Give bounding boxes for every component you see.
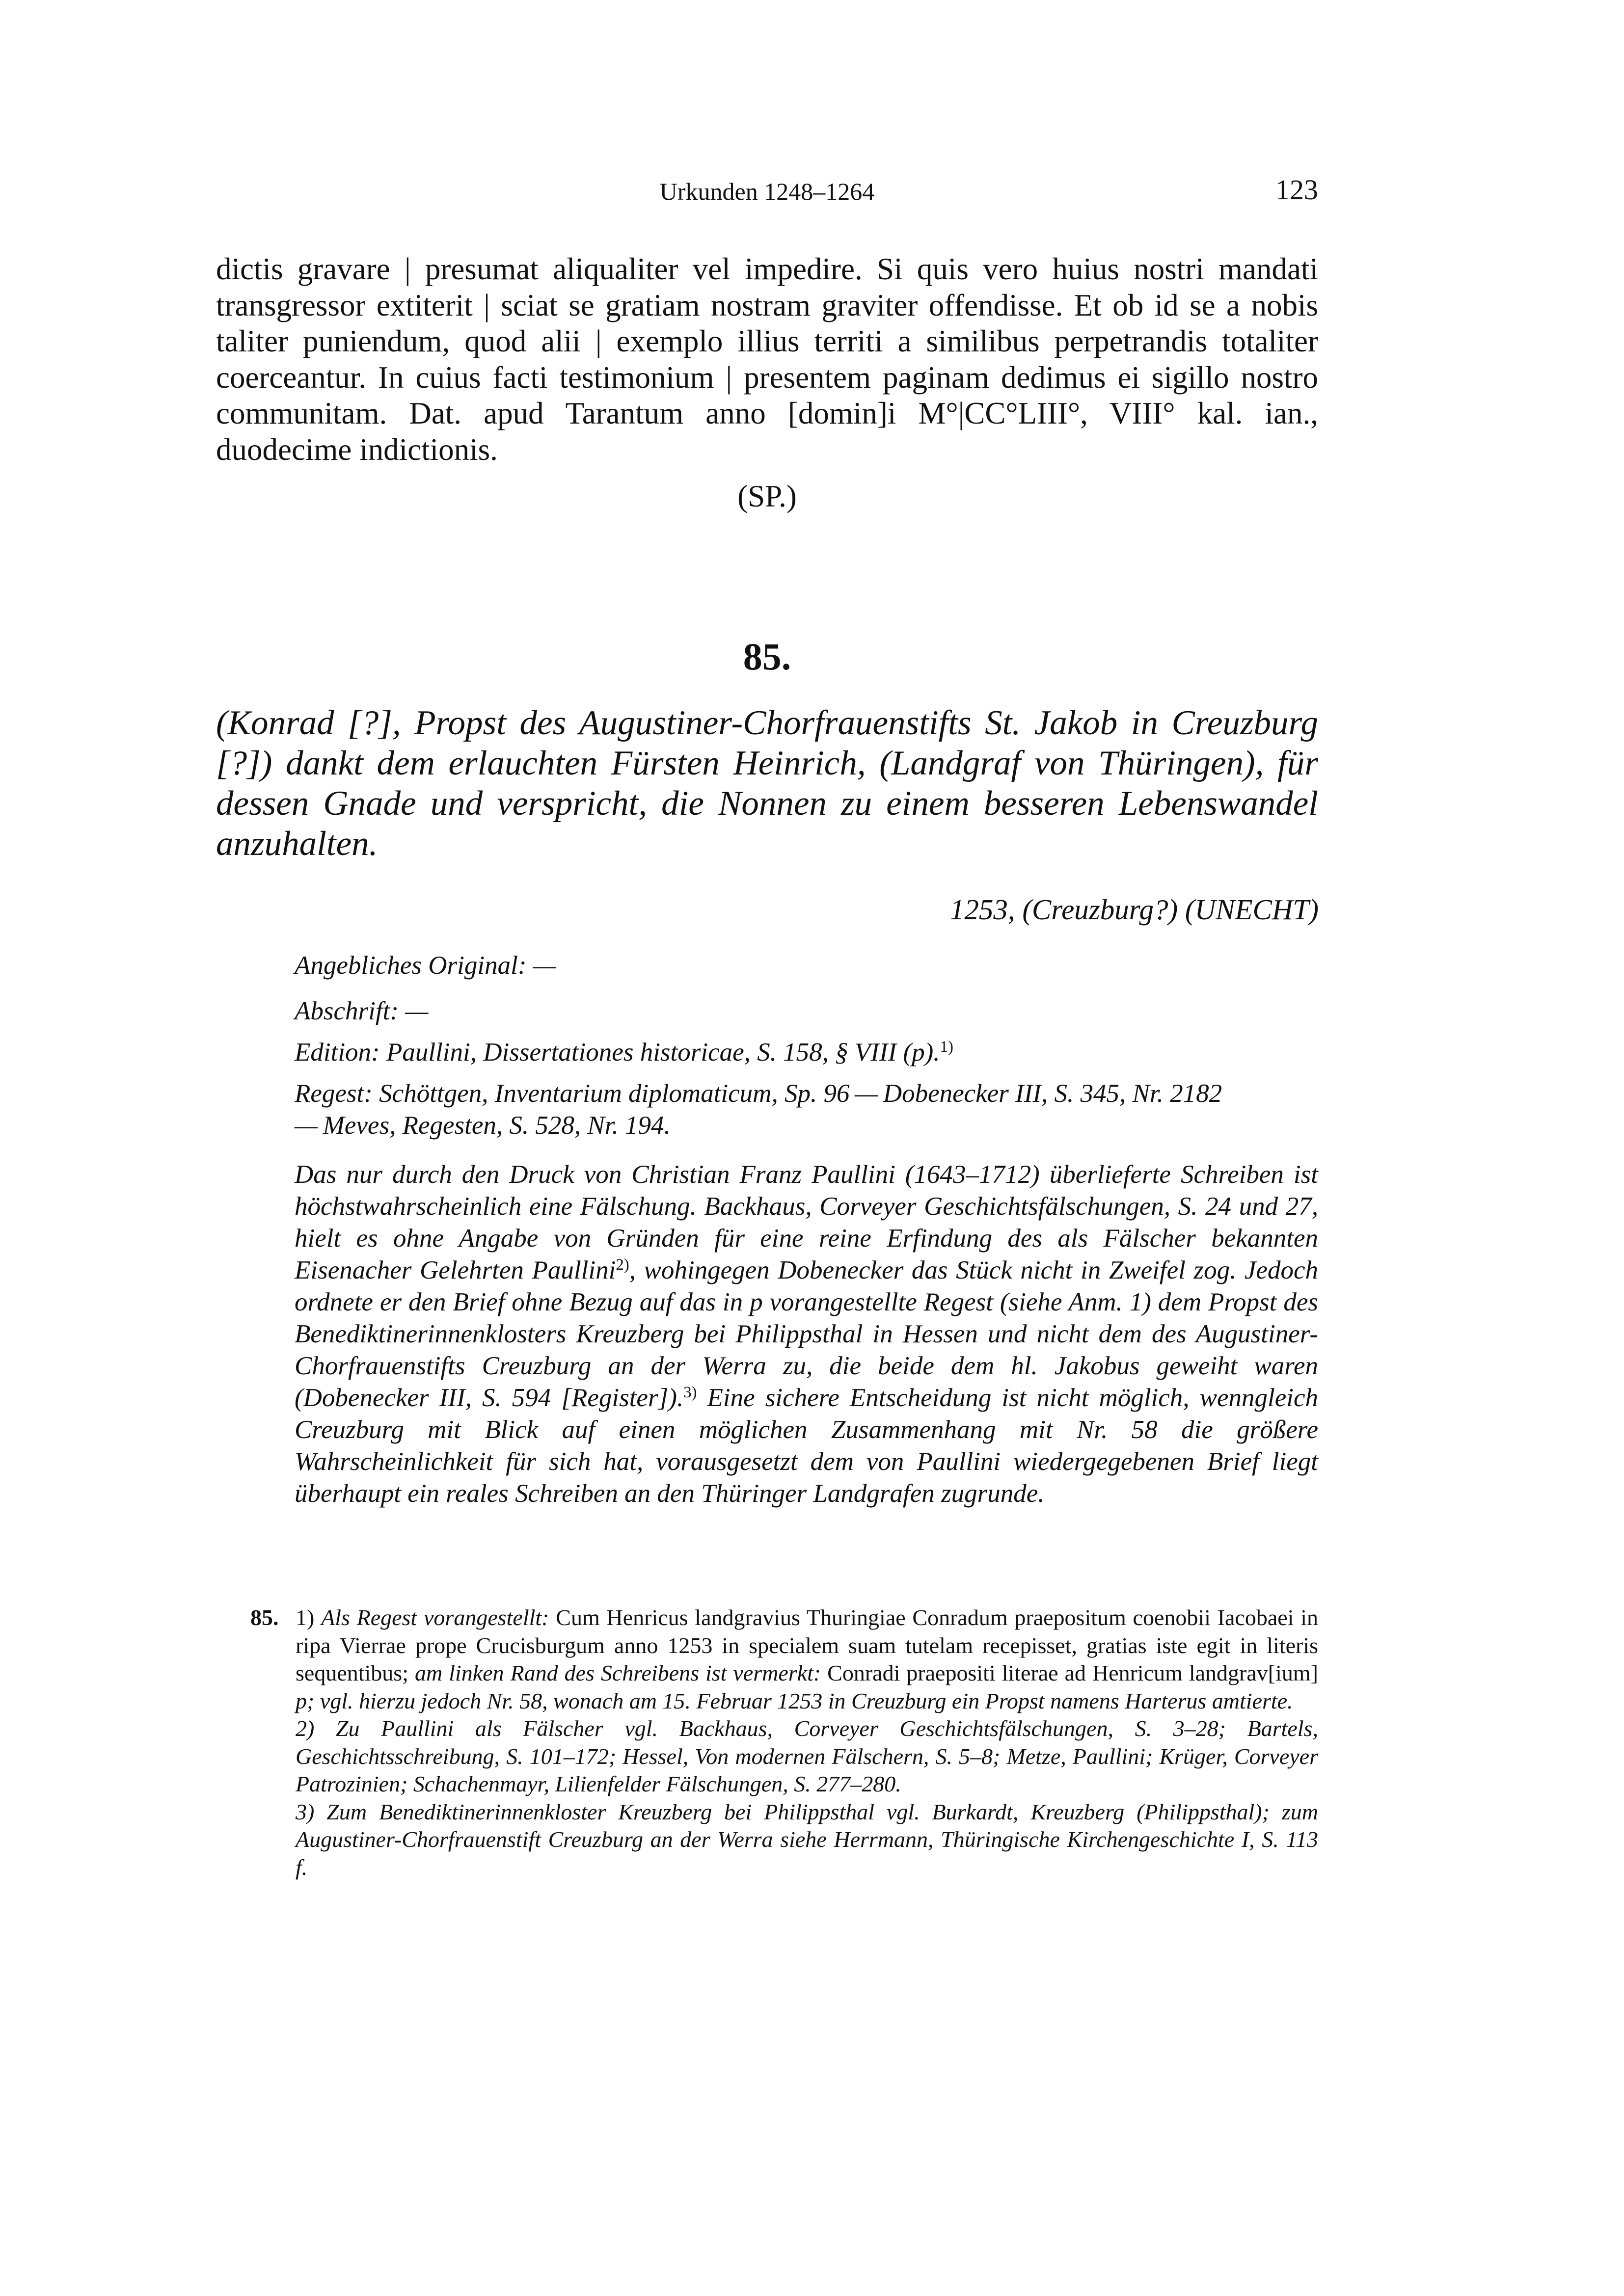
- seal-mark: (SP.): [737, 479, 797, 513]
- footnote-body: [296, 1604, 1318, 1881]
- regest-text-2: — Meves, Regesten, S. 528, Nr. 194.: [295, 1111, 671, 1140]
- date-line: 1253, (Creuzburg?) (UNECHT): [949, 893, 1319, 926]
- running-title: Urkunden 1248–1264: [659, 178, 875, 205]
- footnote-1-marker: 1): [296, 1605, 322, 1630]
- document-number: 85.: [743, 635, 791, 678]
- footnotes: [250, 1604, 1318, 1881]
- copy-line: Abschrift: —: [295, 997, 429, 1025]
- footnote-1-text: Cum Henricus landgravius Thuringiae Conradum praepositum coenobii Iacobaei in ripa Vierrae prope Crucisburgum anno 1253 in specialem suam tutelam recepisset, gratias iste egit in literis sequentibus;: [296, 1605, 1319, 1685]
- footnote-1: [296, 1604, 1318, 1715]
- page-number: 123: [1275, 174, 1318, 206]
- commentary: [295, 1159, 1318, 1510]
- edition-line: [295, 1037, 1318, 1068]
- document-regest-heading: (Konrad [?], Propst des Augustiner-Chorfrauenstifts St. Jakob in Creuzburg [?]) dankt dem erlauchten Fürsten Heinrich, (Landgraf von Thüringen), für dessen Gnade und verspricht, die Nonnen zu einem besseren Lebenswandel anzuhalten.: [216, 704, 1318, 863]
- footnote-2: 2) Zu Paullini als Fälscher vgl. Backhaus, Corveyer Geschichtsfälschungen, S. 3–28; Bartels, Geschichtsschreibung, S. 101–172; Hessel, Von modernen Fälschern, S. 5–8; Metze, Paullini; Krüger, Corveyer Patrozinien; Schachenmayr, Lilienfelder Fälschungen, S. 277–280.: [296, 1716, 1318, 1796]
- footnote-1-margin-label: am linken Rand des Schreibens ist vermerkt:: [414, 1660, 821, 1685]
- footnote-ref-3: 3): [683, 1383, 697, 1401]
- edition-text: Edition: Paullini, Dissertationes historicae, S. 158, § VIII (p).: [295, 1038, 940, 1067]
- commentary-part-3: Eine sichere Entscheidung ist nicht möglich, wenngleich Creuzburg mit Blick auf einen möglichen Zusammenhang mit Nr. 58 die größere Wahrscheinlichkeit für sich hat, vorausgesetzt dem von Paullini wiedergegebenen Brief liegt überhaupt ein reales Schreiben an den Thüringer Landgrafen zugrunde.: [295, 1384, 1318, 1508]
- commentary-part-2: , wohingegen Dobenecker das Stück nicht in Zweifel zog. Jedoch ordnete er den Brief ohne Bezug auf das in p vorangestellte Regest (siehe Anm. 1) dem Propst des Benediktinerinnenklosters Kreuzberg bei Philippsthal in Hessen und nicht dem des Augustiner-Chorfrauenstifts Creuzburg an der Werra zu, die beide dem hl. Jakobus geweiht waren (Dobenecker III, S. 594 [Register]).: [295, 1256, 1318, 1412]
- commentary-part-1: Das nur durch den Druck von Christian Franz Paullini (1643–1712) überlieferte Schreiben ist höchstwahrscheinlich eine Fälschung. Backhaus, Corveyer Geschichtsfälschungen, S. 24 und 27, hielt es ohne Angabe von Gründen für eine reine Erfindung des als Fälscher bekannten Eisenacher Gelehrten Paullini: [295, 1160, 1318, 1284]
- footnote-document-number: 85.: [250, 1605, 279, 1630]
- footnote-1-margin-text: Conradi praepositi literae ad Henricum landgrav[ium]: [821, 1660, 1318, 1685]
- footnote-ref-1: 1): [940, 1038, 953, 1056]
- charter-text: dictis gravare | presumat aliqualiter vel impedire. Si quis vero huius nostri mandati transgressor extiterit | sciat se gratiam nostram graviter offendisse. Et ob id se a nobis taliter puniendum, quod alii | exemplo illius territi a similibus perpetrandis totaliter coerceantur. In cuius facti testimonium | presentem paginam dedimus ei sigillo nostro communitam. Dat. apud Tarantum anno [domin]i M°|CC°LIII°, VIII° kal. ian., duodecime indictionis.: [216, 252, 1318, 467]
- original-line: Angebliches Original: —: [295, 951, 556, 980]
- footnote-1-label: Als Regest vorangestellt:: [321, 1605, 549, 1630]
- footnote-ref-2: 2): [616, 1255, 629, 1274]
- regest-text-1: Regest: Schöttgen, Inventarium diplomaticum, Sp. 96 — Dobenecker III, S. 345, Nr. 2182: [295, 1079, 1222, 1108]
- regest-line: [295, 1078, 1318, 1142]
- footnote-3: 3) Zum Benediktinerinnenkloster Kreuzberg bei Philippsthal vgl. Burkardt, Kreuzberg (Philippsthal); zum Augustiner-Chorfrauenstift Creuzburg an der Werra siehe Herrmann, Thüringische Kirchengeschichte I, S. 113 f.: [296, 1799, 1318, 1880]
- footnote-1-note: p; vgl. hierzu jedoch Nr. 58, wonach am 15. Februar 1253 in Creuzburg ein Propst namens Harterus amtierte.: [296, 1688, 1293, 1713]
